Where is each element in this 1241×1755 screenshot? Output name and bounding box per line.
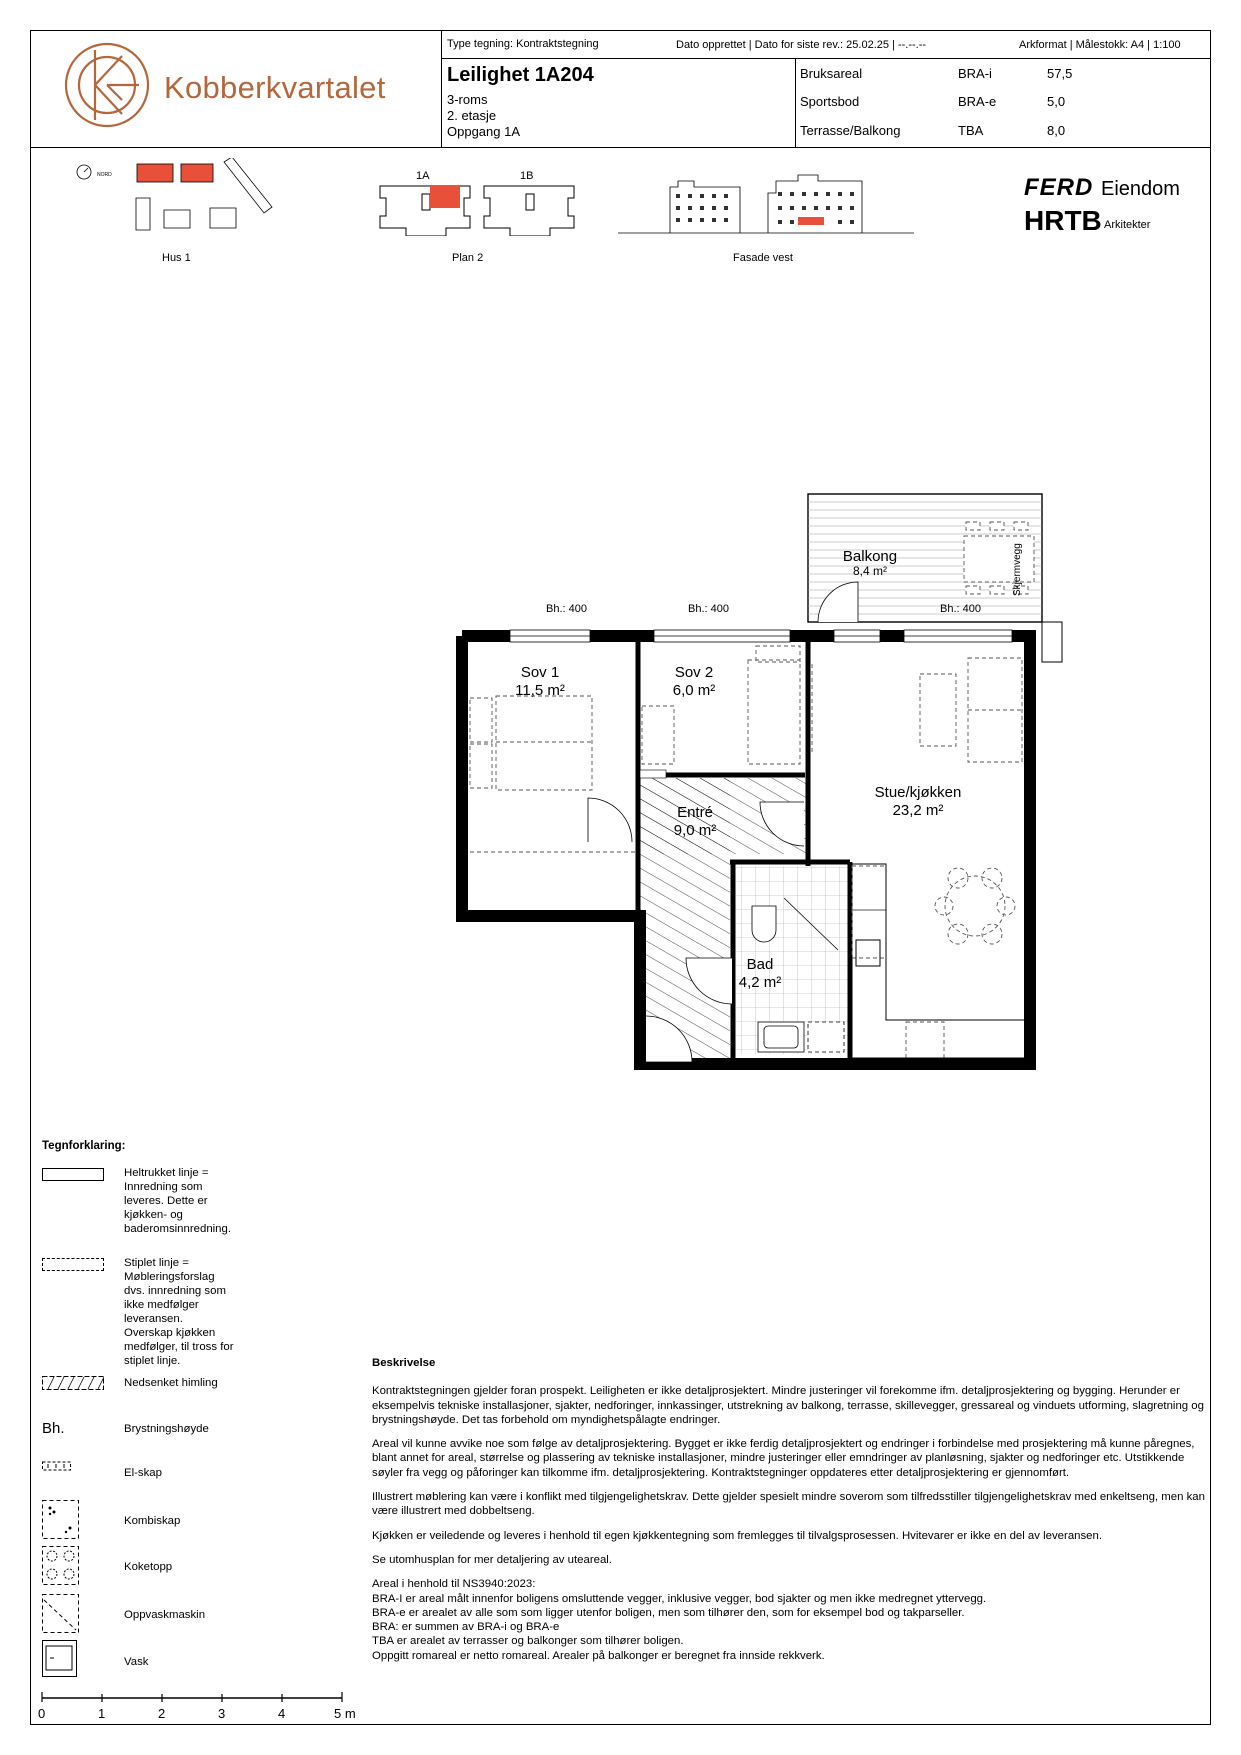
- area-code: BRA-i: [958, 66, 992, 81]
- room-area: 23,2 m²: [892, 802, 944, 819]
- room-name: Stue/kjøkken: [874, 784, 962, 801]
- north-label: NORD: [97, 172, 112, 178]
- description-paragraph: Areal vil kunne avvike noe som følge av detaljprosjektering. Bygget er ikke ferdig detaljprosjektert og endringer i forbindelse med prosjektering må kunne påregnes, blant annet for areal, størrelse og plassering av tekniske installasjoner, mindre justeringer eller emndringer av planløsning, sjakter og nedforinger etc. Utstikkende søyler fra vegg og påforinger kan tilkomme ifm. detaljprosjektering. Kontraktstegninger oppdateres etter detaljprosjektering er gjennomført.: [372, 1438, 1195, 1479]
- room-area: 4,2 m²: [738, 974, 782, 991]
- sill-height-label: Bh.: 400: [546, 603, 587, 615]
- scale-label: 0: [38, 1706, 46, 1721]
- sill-height-label: Bh.: 400: [688, 603, 729, 615]
- legend-title: Tegnforklaring:: [42, 1140, 126, 1152]
- area-line: BRA-e er arealet av alle som som ligger utenfor boligen, men som tilhører den, som for eksempel bod og takparseller.: [372, 1606, 965, 1619]
- floor-key-plan: [372, 180, 584, 236]
- header-separator: [441, 30, 442, 148]
- area-line: Areal i henhold til NS3940:2023:: [372, 1578, 536, 1591]
- room-name: Entré: [677, 804, 713, 821]
- logo-text: Kobberkvartalet: [164, 70, 386, 105]
- room-area: 9,0 m²: [673, 822, 717, 839]
- room-name: Sov 2: [674, 664, 714, 681]
- scale-label: 4: [278, 1706, 286, 1721]
- header-separator-2: [795, 58, 796, 148]
- header-row-line: [441, 58, 1211, 59]
- sheet-format: Arkformat | Målestokk: A4 | 1:100: [1019, 39, 1181, 51]
- dates: Dato opprettet | Dato for siste rev.: 25.02.25 | --.--.--: [676, 39, 927, 51]
- scale-label: 3: [218, 1706, 226, 1721]
- legend-item: Vask: [124, 1656, 149, 1668]
- room-name: Sov 1: [520, 664, 560, 681]
- scale-bar: [36, 1690, 356, 1714]
- legend-item: El-skap: [124, 1467, 162, 1479]
- el-cabinet-icon: [42, 1460, 72, 1472]
- fridge-freezer-icon: [42, 1500, 80, 1540]
- area-value: 57,5: [1047, 66, 1073, 81]
- legend-item: Heltrukket linje = Innredning som leveres. Dette er kjøkken- og baderomsinnredning.: [124, 1167, 232, 1235]
- area-value: 8,0: [1047, 123, 1066, 138]
- screen-wall-label: Skjermvegg: [1012, 543, 1023, 596]
- description-paragraph: Kjøkken er veiledende og leveres i henhold til egen kjøkkentegning som fremlegges til tilvalgsprosessen. Hvitevarer er ikke en del av leveransen.: [372, 1529, 1103, 1542]
- plan-1b-label: 1B: [520, 170, 534, 182]
- area-value: 5,0: [1047, 94, 1066, 109]
- room-name: Bad: [746, 956, 774, 973]
- area-label: Sportsbod: [800, 94, 860, 109]
- legend-item: Stiplet linje = Møbleringsforslag dvs. innredning som ikke medfølger leveransen. Overskap kjøkken medfølger, til tross for stiplet linje.: [124, 1257, 234, 1367]
- room-area: 11,5 m²: [515, 682, 565, 699]
- header-divider: [30, 147, 1211, 148]
- legend-item: Brystningshøyde: [124, 1423, 209, 1435]
- room-area: 8,4 m²: [852, 564, 888, 578]
- scale-label: 2: [158, 1706, 166, 1721]
- room-area: 6,0 m²: [672, 682, 716, 699]
- hatch-symbol: [42, 1376, 104, 1390]
- drawing-type: Type tegning: Kontraktstegning: [447, 38, 599, 50]
- area-label: Terrasse/Balkong: [800, 123, 901, 138]
- apartment-title: Leilighet 1A204: [447, 64, 594, 86]
- hrtb-logo: HRTB: [1024, 205, 1102, 236]
- description-title: Beskrivelse: [372, 1357, 436, 1369]
- area-definitions: [372, 1577, 1210, 1663]
- area-line: TBA er arealet av terrasser og balkonger som tilhører boligen.: [372, 1635, 684, 1648]
- description-paragraph: Kontraktstegningen gjelder foran prospekt. Leiligheten er ikke detaljprosjektert. Mindre justeringer vil forekomme ifm. detaljprosjektering og bygging. Herunder er eksempelvis tekniske installasjoner, sjakter, nedforinger, innkassinger, utstrekning av balkong, terrasse, skillevegger, gressareal og vinduets utforming, slagretning og brystningshøyde. Det tas forbehold om myndighetspålagte endringer.: [372, 1385, 1204, 1426]
- bh-symbol: Bh.: [42, 1420, 65, 1437]
- legend-item: Koketopp: [124, 1561, 173, 1573]
- floor: 2. etasje: [447, 108, 497, 123]
- entrance: Oppgang 1A: [447, 124, 521, 139]
- room-count: 3-roms: [447, 92, 488, 107]
- ferd-sub: Eiendom: [1101, 178, 1180, 200]
- scale-label: 5 m: [334, 1706, 356, 1721]
- area-code: BRA-e: [958, 94, 997, 109]
- facade-label: Fasade vest: [733, 252, 793, 264]
- area-line: Oppgitt romareal er netto romareal. Arealer på balkonger er beregnet fra innside rekkverk.: [372, 1649, 825, 1662]
- site-plan: [74, 158, 294, 240]
- area-line: BRA: er summen av BRA-i og BRA-e: [372, 1621, 560, 1634]
- scale-label: 1: [98, 1706, 106, 1721]
- facade-key-plan: [618, 170, 916, 236]
- hrtb-sub: Arkitekter: [1104, 219, 1151, 231]
- hus-label: Hus 1: [162, 252, 191, 264]
- description: [372, 1356, 1210, 1663]
- legend-item: Oppvaskmaskin: [124, 1609, 206, 1621]
- kobberkvartalet-logo-icon: [64, 42, 150, 128]
- ferd-logo: FERD: [1024, 174, 1094, 201]
- area-line: BRA-I er areal målt innenfor boligens omsluttende vegger, inklusive vegger, bod sjakter og men ikke medregnet yttervegg.: [372, 1592, 987, 1605]
- area-label: Bruksareal: [800, 66, 863, 81]
- area-code: TBA: [958, 123, 984, 138]
- sill-height-label: Bh.: 400: [940, 603, 981, 615]
- room-name: Balkong: [842, 548, 898, 565]
- legend-item: Nedsenket himling: [124, 1377, 218, 1389]
- description-paragraph: Illustrert møblering kan være i konflikt med tilgjengelighetskrav. Dette gjelder spesielt mindre soverom som tilfredsstiller tilgjengelighetskrav med enkeltseng, men kan være illustrert med dobbeltseng.: [372, 1491, 1205, 1518]
- solid-line-symbol: [42, 1168, 104, 1181]
- dashed-line-symbol: [42, 1258, 104, 1271]
- plan-label: Plan 2: [452, 252, 484, 264]
- sink-icon: [42, 1640, 78, 1678]
- legend-item: Kombiskap: [124, 1515, 181, 1527]
- cooktop-icon: [42, 1546, 80, 1586]
- plan-1a-label: 1A: [416, 170, 430, 182]
- dishwasher-icon: [42, 1594, 80, 1634]
- description-paragraph: Se utomhusplan for mer detaljering av uteareal.: [372, 1553, 612, 1566]
